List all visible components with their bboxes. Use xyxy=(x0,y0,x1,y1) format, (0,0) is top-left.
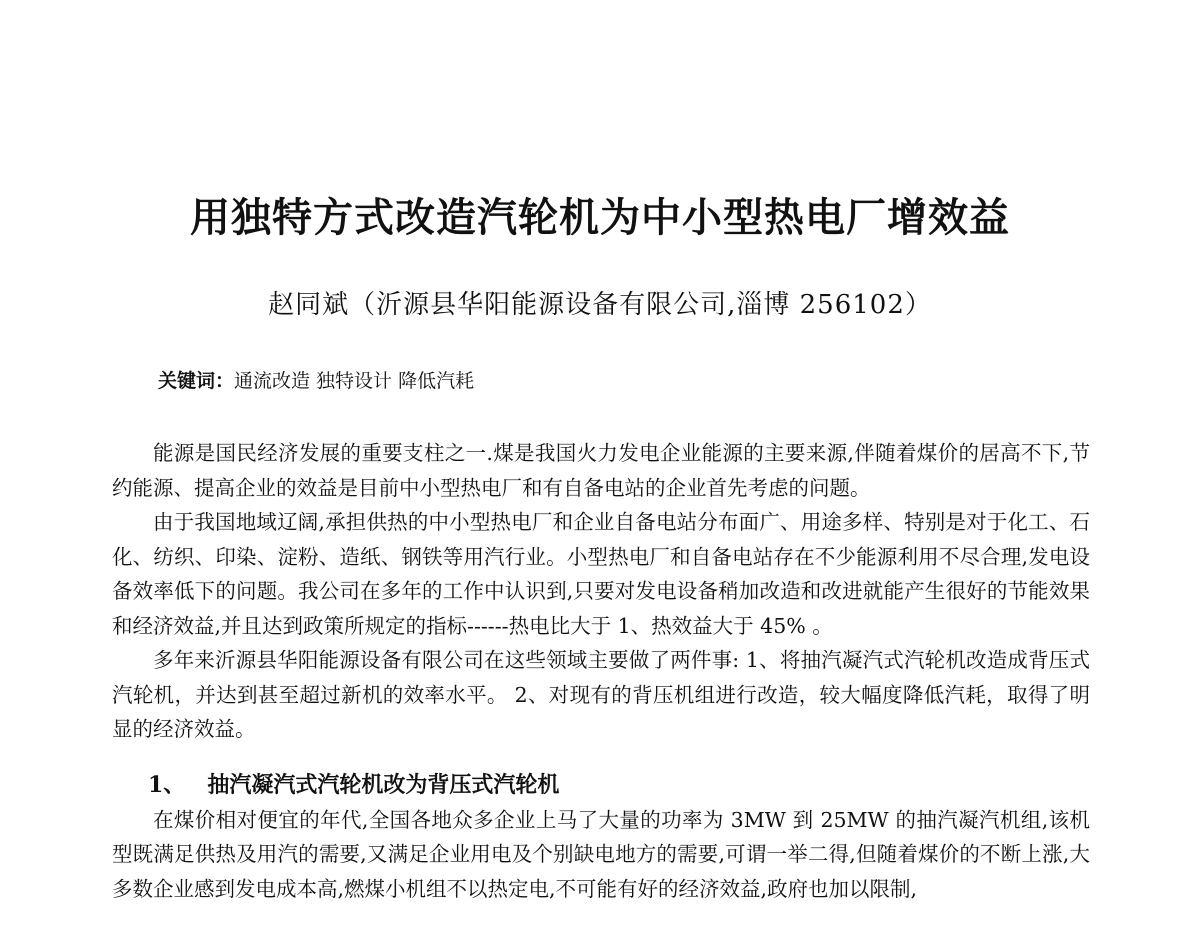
paragraph-company-work: 多年来沂源县华阳能源设备有限公司在这些领域主要做了两件事: 1、将抽汽凝汽式汽轮机改造成背压式汽轮机，并达到甚至超过新机的效率水平。 2、对现有的背压机组进行改造，较大幅度降低汽耗，取得了明显的经济效益。 xyxy=(112,648,1090,741)
keywords-line xyxy=(158,366,474,393)
keywords-label: 关键词： xyxy=(158,370,235,392)
paragraph-intro: 能源是国民经济发展的重要支柱之一.煤是我国火力发电企业能源的主要来源,伴随着煤价的居高不下,节约能源、提高企业的效益是目前中小型热电厂和有自备电站的企业首先考虑的问题。 xyxy=(112,441,1090,500)
paper-title: 用独特方式改造汽轮机为中小型热电厂增效益 xyxy=(190,194,1010,241)
section-paragraph: 在煤价相对便宜的年代,全国各地众多企业上马了大量的功率为 3MW 到 25MW 的抽汽凝汽机组,该机型既满足供热及用汽的需要,又满足企业用电及个别缺电地方的需要,可谓一举二得,但随着煤价的不断上涨,大多数企业感到发电成本高,燃煤小机组不以热定电,不可能有好的经济效益,政府也加以限制, xyxy=(112,807,1090,901)
section-number: 1、 xyxy=(148,771,186,798)
section-title: 抽汽凝汽式汽轮机改为背压式汽轮机 xyxy=(207,771,560,798)
author-affiliation: 赵同斌（沂源县华阳能源设备有限公司,淄博 256102） xyxy=(268,290,932,320)
keywords-terms: 通流改造 独特设计 降低汽耗 xyxy=(234,370,475,392)
body-text xyxy=(112,436,1090,906)
section-heading xyxy=(112,767,1090,803)
paragraph-background: 由于我国地域辽阔,承担供热的中小型热电厂和企业自备电站分布面广、用途多样、特别是对于化工、石化、纺织、印染、淀粉、造纸、钢铁等用汽行业。小型热电厂和自备电站存在不少能源利用不尽合理,发电设备效率低下的问题。我公司在多年的工作中认识到,只要对发电设备稍加改造和改进就能产生很好的节能效果和经济效益,并且达到政策所规定的指标------热电比大于 1、热效益大于 45% 。 xyxy=(112,510,1090,638)
